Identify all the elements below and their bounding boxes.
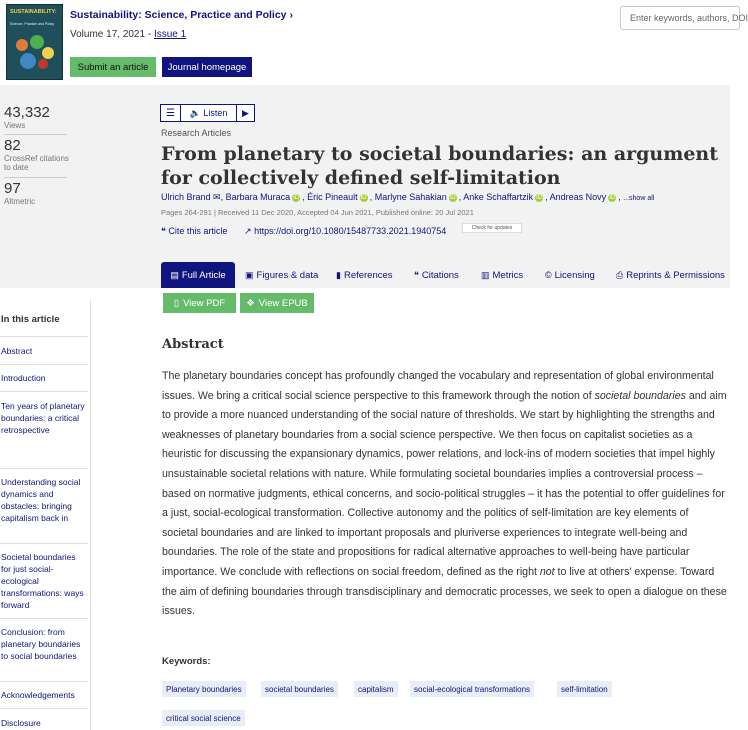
tab-reprints[interactable] <box>616 262 725 288</box>
keyword-tag[interactable]: social-ecological transformations <box>410 681 534 697</box>
sidebar-item-acknowledgements[interactable]: Acknowledgements <box>1 690 75 700</box>
epub-label: View EPUB <box>258 297 308 309</box>
author-link[interactable]: Barbara Muraca <box>225 192 291 202</box>
metric-citations[interactable] <box>4 137 70 172</box>
divider <box>4 177 67 178</box>
journal-bar <box>0 0 748 85</box>
tab-citations[interactable] <box>414 262 459 288</box>
issue-link[interactable]: Issue 1 <box>153 29 187 40</box>
listen-player[interactable] <box>160 104 255 122</box>
abstract-part: and aim to provide a more nuanced understanding of the social nature of thresholds. We start by highlighting the strengths and weaknesses of planetary boundaries from a social science perspective. We then focus on capitalist societies as a heuristic for discussing the expansionary dynamics, power relations, and lock-ins of modern societies that impel highly unsustainable societal relations with nature. While formulating societal boundaries implies a controversial process – based on normative judgments, ethical concerns, and socio-political struggles – it has the potential to offer guidelines for a just, social-ecological transformation. Collective autonomy and the politics of self-limitation are key elements of societal boundaries and are linked to important proposals and pluriverse experiences to integrate well-being and boundaries. The role of the state and propositions for radical alternative approaches to well-being have particular importance. We conclude with reflections on social freedom, defined as the right <box>162 389 727 578</box>
divider <box>0 708 88 709</box>
sidebar-item-abstract[interactable]: Abstract <box>1 346 33 356</box>
divider <box>0 543 88 544</box>
sidebar-heading: In this article <box>1 314 60 325</box>
publication-info: Pages 264-291 | Received 11 Dec 2020, Accepted 04 Jun 2021, Published online: 20 Jul 2021 <box>161 208 474 217</box>
sidebar-item-societal-boundaries[interactable]: Societal boundaries for just social-ecological transformations: ways forward <box>1 552 84 610</box>
keyword-tag[interactable]: Planetary boundaries <box>162 681 246 697</box>
sidebar-item-disclosure[interactable]: Disclosure <box>1 718 41 728</box>
tab-full-article[interactable] <box>161 262 235 288</box>
sidebar-item-social-dynamics[interactable]: Understanding social dynamics and obstacles: bringing capitalism back in <box>1 477 81 523</box>
cover-subtitle: Science, Practice and Policy <box>10 22 55 26</box>
keyword-tag[interactable]: capitalism <box>354 681 398 697</box>
divider <box>0 618 88 619</box>
orcid-icon[interactable]: iD <box>449 194 456 201</box>
email-icon[interactable]: ✉ <box>213 192 221 202</box>
show-all-authors-link[interactable]: ...show all <box>623 195 655 202</box>
submit-article-button[interactable]: Submit an article <box>70 57 156 77</box>
tab-label: Citations <box>421 269 459 281</box>
image-icon: ▣ <box>245 269 254 280</box>
orcid-icon[interactable]: iD <box>536 194 542 201</box>
tab-licensing[interactable] <box>545 262 595 288</box>
check-updates-badge[interactable]: Check for updates <box>462 223 522 233</box>
orcid-icon[interactable]: iD <box>360 194 367 201</box>
metric-value: 97 <box>4 180 21 197</box>
author-link[interactable]: Marlyne Sahakian <box>374 192 447 202</box>
search-input[interactable]: Enter keywords, authors, DOI <box>620 6 740 30</box>
metric-altmetric[interactable] <box>4 180 35 206</box>
view-epub-button[interactable] <box>240 293 314 313</box>
author-link[interactable]: Andreas Novy <box>549 192 607 202</box>
article-outline-sidebar <box>0 300 91 730</box>
divider <box>0 391 88 392</box>
divider <box>4 134 67 135</box>
metric-value: 82 <box>4 137 21 154</box>
cite-article-link[interactable] <box>161 226 227 237</box>
tab-metrics[interactable] <box>481 262 523 288</box>
article-title: From planetary to societal boundaries: an argument for collectively defined self-limitation <box>161 143 719 189</box>
cover-title: SUSTAINABILITY: <box>10 9 57 15</box>
volume-text: Volume 17, 2021 - <box>70 29 154 40</box>
book-icon: ▮ <box>336 269 341 280</box>
keywords-heading: Keywords: <box>162 656 211 667</box>
author-link[interactable]: Éric Pineault <box>307 192 358 202</box>
play-icon[interactable]: ▶ <box>236 105 254 121</box>
divider <box>0 336 88 337</box>
article-icon: ▤ <box>170 269 179 280</box>
sidebar-item-ten-years[interactable]: Ten years of planetary boundaries: a critical retrospective <box>1 401 85 435</box>
keyword-tag[interactable]: self-limitation <box>557 681 612 697</box>
abstract-part: The planetary boundaries concept has profoundly changed the vocabulary and representation of global environmental issues. We bring a critical social science perspective to this framework through the notion of <box>162 370 714 402</box>
divider <box>0 681 88 682</box>
tab-label: Figures & data <box>256 269 319 281</box>
orcid-icon[interactable]: iD <box>293 194 299 201</box>
external-link-icon: ↗ <box>244 226 252 236</box>
section-label: Research Articles <box>161 128 232 138</box>
abstract-emphasis: not <box>539 565 555 578</box>
divider <box>0 364 88 365</box>
author-list: Ulrich Brand ✉, Barbara Muraca iD , Éric Pineault iD , Marlyne Sahakian iD , Anke Schaffartzik iD , Andreas Novy iD , ...show all <box>161 192 655 202</box>
keyword-tag[interactable]: critical social science <box>162 710 245 726</box>
tab-references[interactable] <box>336 262 393 288</box>
author-link[interactable]: Anke Schaffartzik <box>463 192 534 202</box>
tab-label: Full Article <box>181 269 226 281</box>
metric-value: 43,332 <box>4 104 50 121</box>
menu-icon[interactable]: ☰ <box>161 105 181 121</box>
chart-icon: ▥ <box>481 269 490 280</box>
divider <box>0 468 88 469</box>
chevron-right-icon: › <box>289 9 293 21</box>
listen-label: Listen <box>203 107 228 118</box>
tab-label: References <box>343 269 393 281</box>
journal-title[interactable] <box>70 9 293 21</box>
epub-icon: ❖ <box>246 297 255 309</box>
journal-cover[interactable] <box>6 4 63 80</box>
metric-views <box>4 104 50 130</box>
pdf-label: View PDF <box>183 297 226 309</box>
metric-label: CrossRef citations to date <box>4 154 69 172</box>
tab-figures[interactable] <box>245 262 318 288</box>
view-pdf-button[interactable] <box>163 293 236 313</box>
journal-name[interactable]: Sustainability: Science, Practice and Policy <box>70 9 287 21</box>
listen-button[interactable]: 🔈 Listen <box>189 107 228 118</box>
copyright-icon: © <box>545 270 552 280</box>
quote-icon: ❝ <box>161 226 166 236</box>
sidebar-item-conclusion[interactable]: Conclusion: from planetary boundaries to social boundaries <box>1 627 81 661</box>
metric-label: Views <box>4 121 26 130</box>
quote-icon: ❝ <box>414 269 419 280</box>
journal-homepage-button[interactable]: Journal homepage <box>162 57 252 77</box>
cover-artwork <box>12 33 58 73</box>
abstract-part: to live at others' expense. Toward the aim of defining boundaries through transdisciplinary and democratic processes, we seek to open a dialogue on these issues. <box>162 565 727 618</box>
pdf-icon: ▯ <box>173 297 180 309</box>
abstract-emphasis: societal boundaries <box>594 389 686 402</box>
cite-label: Cite this article <box>168 226 228 236</box>
orcid-icon[interactable]: iD <box>609 194 616 201</box>
volume-info <box>70 29 186 40</box>
doi-link[interactable] <box>244 226 446 237</box>
article-tabs <box>161 262 730 288</box>
doi-text: https://doi.org/10.1080/15487733.2021.1940754 <box>254 226 447 236</box>
tab-label: Licensing <box>554 269 595 281</box>
tab-label: Reprints & Permissions <box>626 269 725 281</box>
keyword-tag[interactable]: societal boundaries <box>261 681 338 697</box>
tab-label: Metrics <box>492 269 524 281</box>
print-icon: ⎙ <box>616 269 624 280</box>
abstract-text <box>162 367 727 622</box>
author-link[interactable]: Ulrich Brand <box>161 192 211 202</box>
metric-label: Altmetric <box>4 197 36 206</box>
sidebar-item-introduction[interactable]: Introduction <box>1 373 46 383</box>
abstract-heading: Abstract <box>162 337 224 352</box>
